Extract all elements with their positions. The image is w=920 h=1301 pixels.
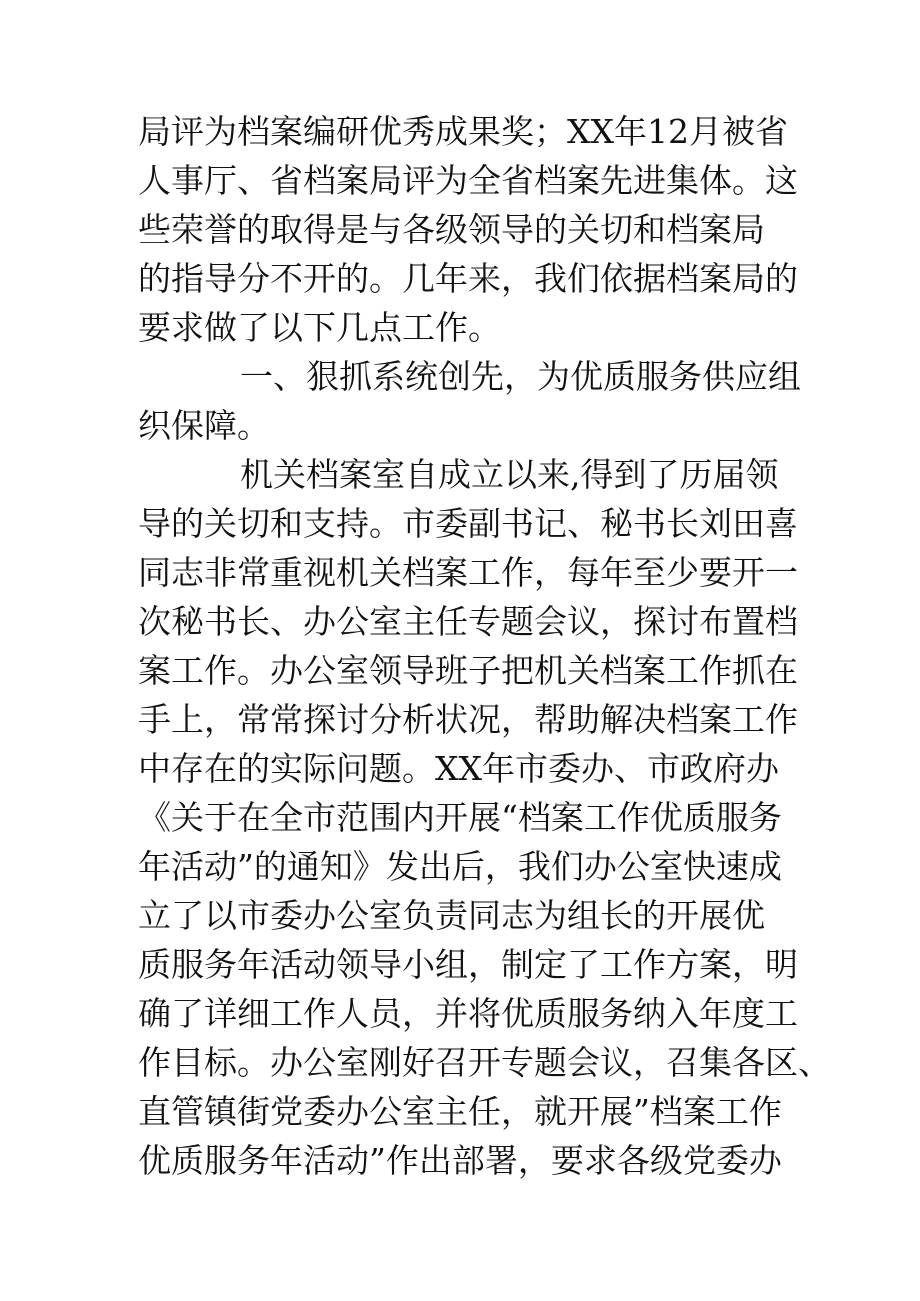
text-line: 局评为档案编研优秀成果奖；XX年12月被省 (138, 112, 788, 151)
document-body (138, 107, 831, 1185)
text-line: 些荣誉的取得是与各级领导的关切和档案局 (138, 210, 765, 249)
text-line: 手上，常常探讨分析状况，帮助解决档案工作 (138, 700, 798, 739)
text-line: 作目标。办公室刚好召开专题会议，召集各区、 (138, 1043, 831, 1082)
paragraph-start: 机关档案室自成立以来,得到了历届领 (240, 455, 779, 494)
text-line: 直管镇街党委办公室主任，就开展”档案工作 (138, 1092, 782, 1131)
text-line: 的指导分不开的。几年来，我们依据档案局的 (138, 259, 798, 298)
text-line: 同志非常重视机关档案工作，每年至少要开一 (138, 553, 798, 592)
text-line: 质服务年活动领导小组，制定了工作方案，明 (138, 945, 798, 984)
text-line: 要求做了以下几点工作。 (138, 308, 501, 347)
text-line: 《关于在全市范围内开展“档案工作优质服务 (138, 798, 782, 837)
section-heading-continuation: 织保障。 (138, 406, 270, 445)
text-line: 确了详细工作人员，并将优质服务纳入年度工 (138, 994, 798, 1033)
text-line: 导的关切和支持。市委副书记、秘书长刘田喜 (138, 504, 798, 543)
text-line: 中存在的实际问题。XX年市委办、市政府办 (138, 749, 779, 788)
text-line: 立了以市委办公室负责同志为组长的开展优 (138, 896, 765, 935)
text-line: 优质服务年活动”作出部署，要求各级党委办 (138, 1141, 782, 1180)
text-line: 人事厅、省档案局评为全省档案先进集体。这 (138, 161, 798, 200)
text-line: 次秘书长、办公室主任专题会议，探讨布置档 (138, 602, 798, 641)
text-line: 案工作。办公室领导班子把机关档案工作抓在 (138, 651, 798, 690)
section-heading: 一、狠抓系统创先，为优质服务供应组 (240, 357, 801, 396)
text-line: 年活动”的通知》发出后，我们办公室快速成 (138, 847, 782, 886)
